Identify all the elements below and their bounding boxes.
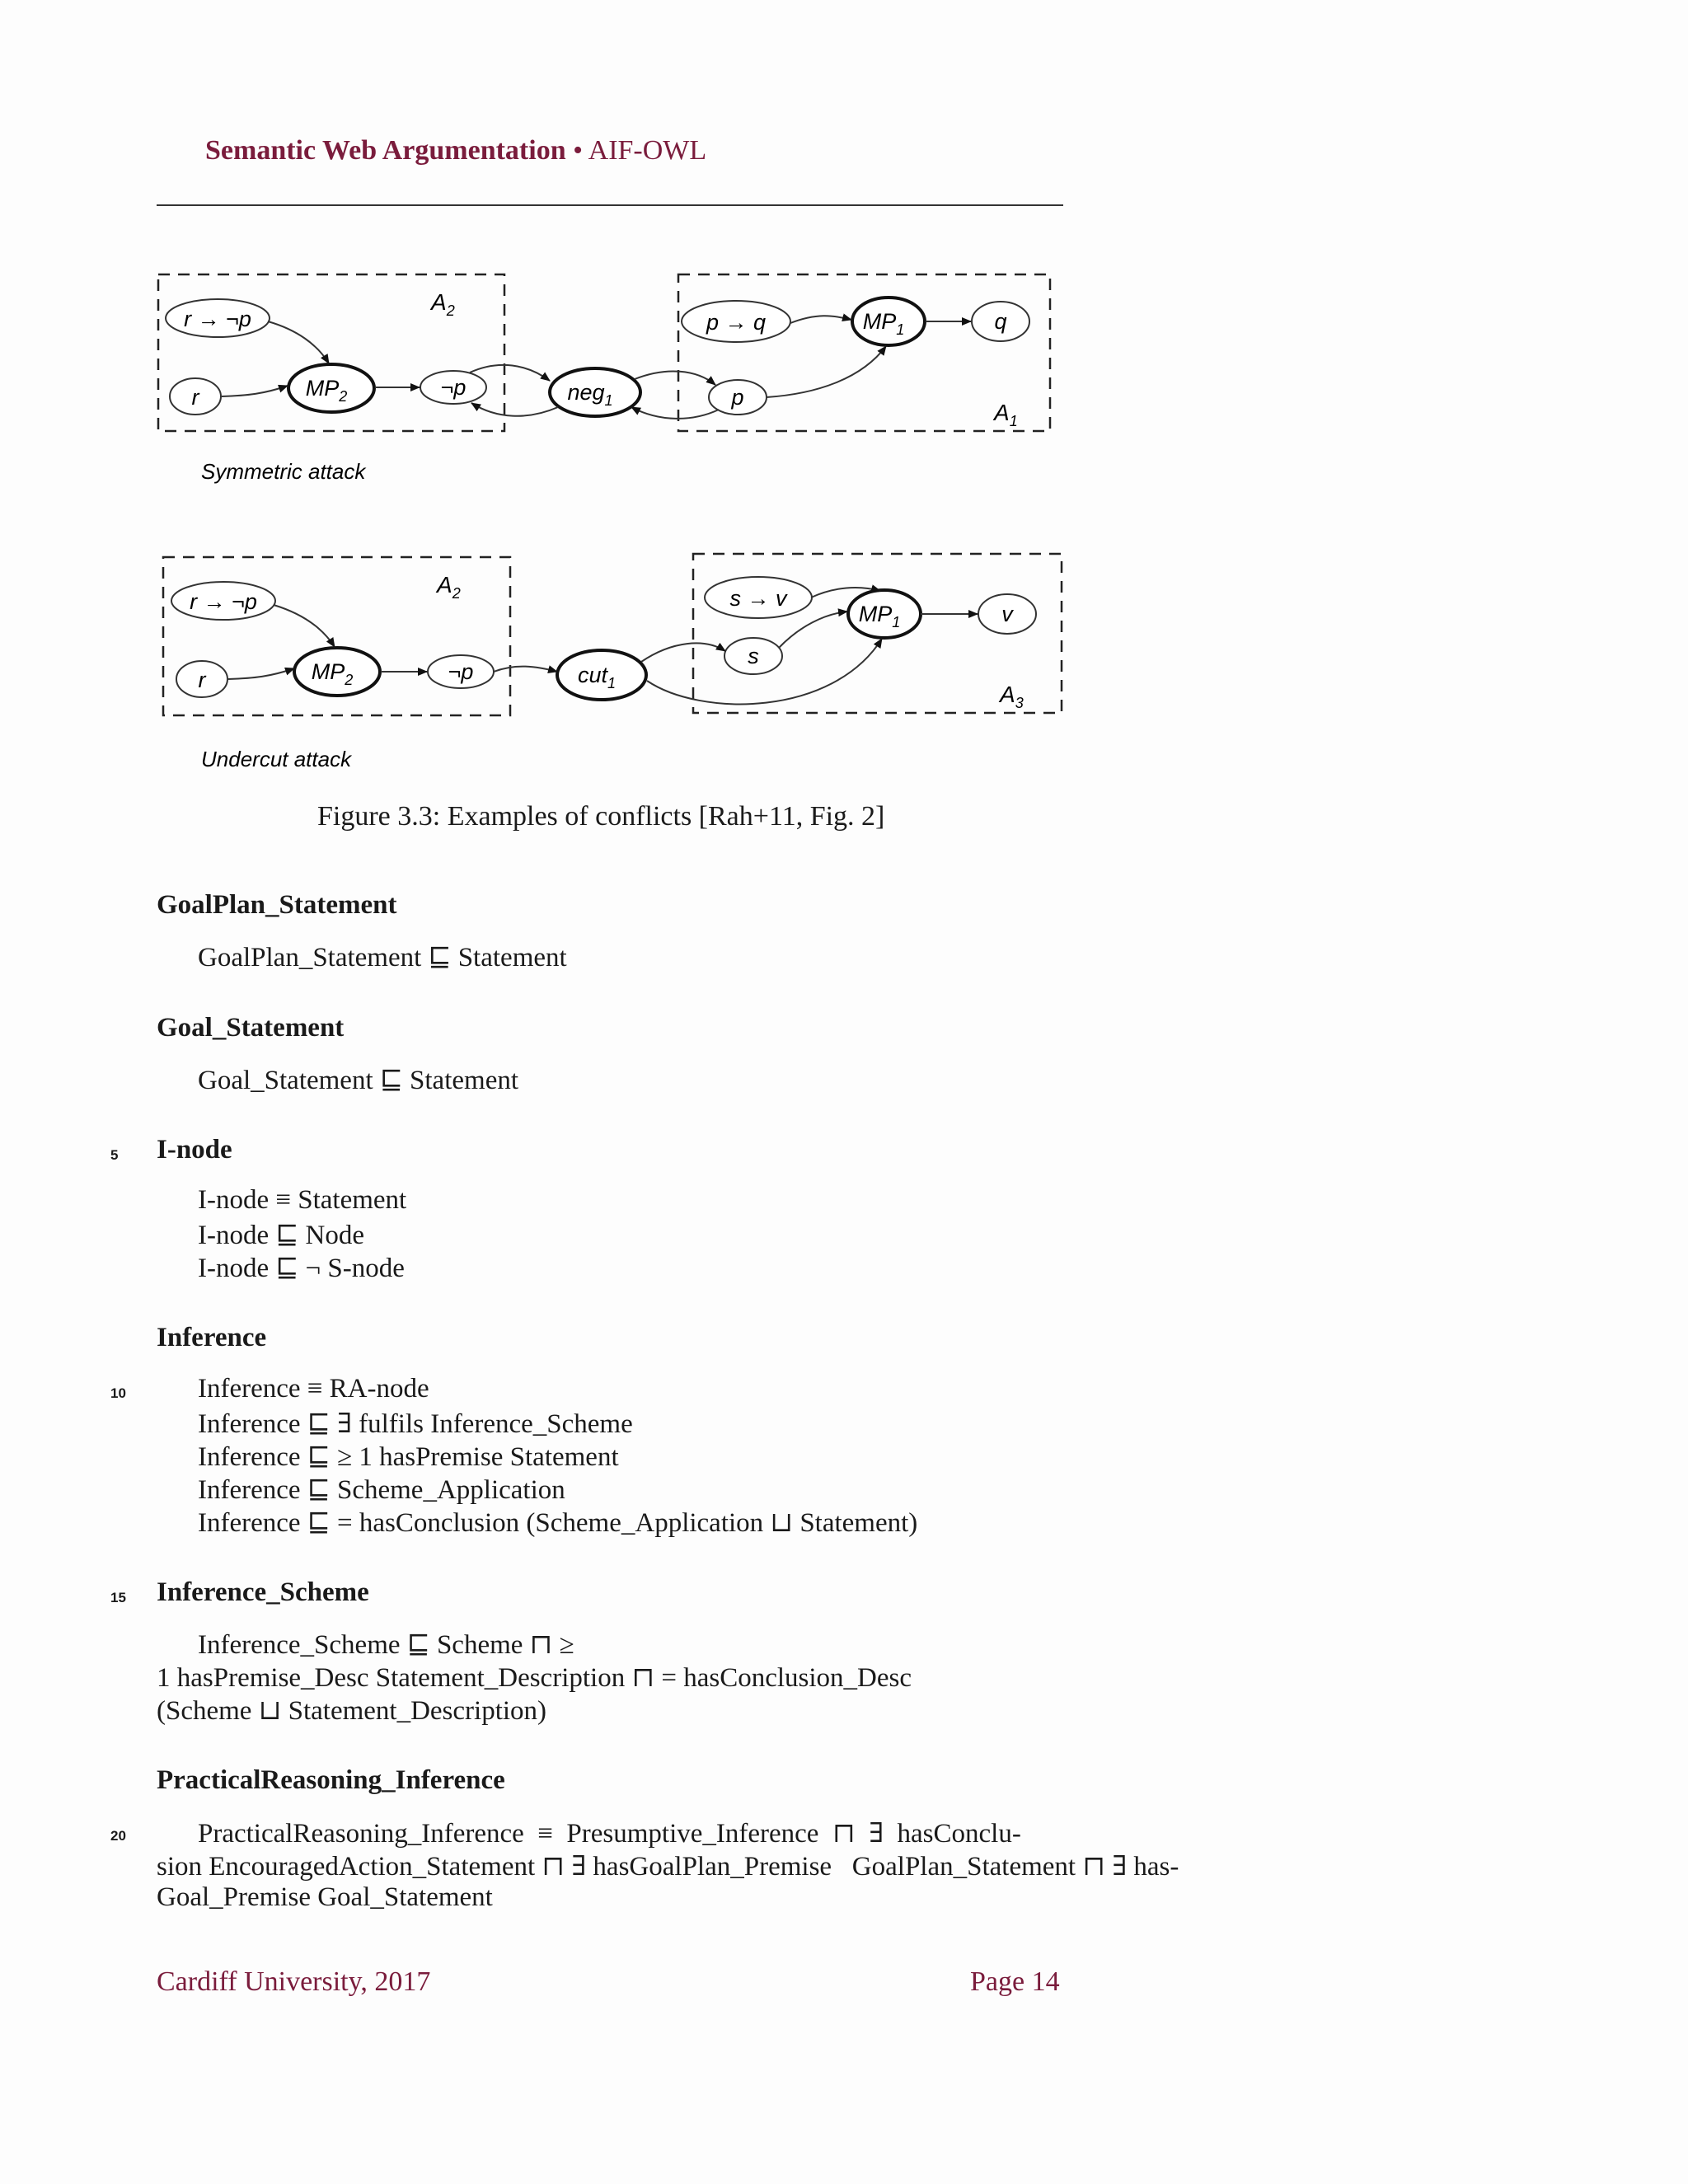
node-s-label: s (748, 644, 759, 668)
edge-s-to-mp1 (779, 612, 847, 648)
box-a2-label-undercut: $A_2$ (437, 572, 461, 602)
caption-undercut-attack: Undercut attack (201, 747, 352, 771)
edge-p-to-neg1 (631, 407, 719, 419)
edge-p-to-mp1 (767, 346, 886, 397)
edge-r-to-mp2 (222, 386, 288, 396)
axiom-practical-2: sion EncouragedAction_Statement ⊓ ∃ hasGoalPlan_Premise GoalPlan_Statement ⊓ ∃ has- (157, 1852, 1179, 1882)
edge-cut1-to-s (641, 643, 725, 662)
header-separator: • (573, 135, 584, 166)
caption-symmetric-attack: Symmetric attack (201, 459, 366, 484)
axiom-inference-1: Inference ≡ RA-node (198, 1374, 429, 1404)
edge-r-to-mp2-undercut (228, 668, 294, 679)
axiom-inode-1: I-node ≡ Statement (198, 1185, 407, 1215)
edge-rule-to-mp1 (790, 316, 851, 323)
node-r-undercut-label: r (198, 668, 206, 692)
axiom-goal-1: Goal_Statement ⊑ Statement (198, 1066, 519, 1095)
edge-neg1-to-p (635, 371, 715, 385)
node-mp1-undercut-label: $MP_1$ (858, 602, 901, 630)
axiom-inode-3: I-node ⊑ ¬ S-node (198, 1254, 405, 1283)
axiom-goalplan-1: GoalPlan_Statement ⊑ Statement (198, 943, 567, 972)
node-mp2-undercut-label: $MP_2$ (311, 659, 354, 688)
heading-goal-statement: Goal_Statement (157, 1013, 345, 1043)
axiom-scheme-3: (Scheme ⊔ Statement_Description) (157, 1696, 547, 1726)
line-number-10: 10 (110, 1385, 126, 1401)
axiom-scheme-1: Inference_Scheme ⊑ Scheme ⊓ ≥ (198, 1630, 574, 1660)
edge-rule-to-mp2-undercut (274, 605, 335, 647)
heading-practical-reasoning-inference: PracticalReasoning_Inference (157, 1765, 505, 1795)
node-not-p-undercut-label: ¬p (448, 659, 474, 684)
edge-not-p-to-cut1 (494, 667, 557, 672)
edge-neg1-to-not-p (471, 403, 558, 416)
node-p-label: p (731, 385, 744, 410)
footer-page-number: Page 14 (970, 1966, 1060, 1997)
node-neg1-label: neg$_1$ (567, 380, 613, 409)
header-subtitle: AIF-OWL (588, 135, 707, 166)
edge-rule-to-mp2 (268, 321, 329, 363)
node-v-label: v (1001, 602, 1013, 626)
conflict-figure (0, 0, 1688, 824)
panel-symmetric-attack (158, 274, 1050, 484)
figure-caption: Figure 3.3: Examples of conflicts [Rah+11, Fig. 2] (317, 801, 885, 832)
box-a2-label: $A_2$ (431, 289, 455, 319)
footer-institution: Cardiff University, 2017 (157, 1966, 431, 1997)
axiom-practical-3: Goal_Premise Goal_Statement (157, 1882, 493, 1912)
node-rule-s-v-label: s → v (729, 586, 787, 611)
node-mp2-label: $MP_2$ (305, 376, 348, 405)
line-number-5: 5 (110, 1147, 119, 1163)
node-not-p-label: ¬p (440, 375, 467, 400)
axiom-inode-2: I-node ⊑ Node (198, 1221, 365, 1250)
axiom-inference-4: Inference ⊑ Scheme_Application (198, 1475, 565, 1505)
box-a1-label: $A_1$ (994, 400, 1018, 429)
node-mp1-label: $MP_1$ (862, 309, 905, 338)
axiom-inference-3: Inference ⊑ ≥ 1 hasPremise Statement (198, 1442, 619, 1472)
axiom-inference-2: Inference ⊑ ∃ fulfils Inference_Scheme (198, 1409, 633, 1439)
heading-inference-scheme: Inference_Scheme (157, 1577, 369, 1607)
heading-inference: Inference (157, 1323, 267, 1352)
node-cut1-label: cut$_1$ (577, 663, 617, 691)
node-q-label: q (994, 309, 1007, 334)
axiom-practical-1: PracticalReasoning_Inference ≡ Presumptive_Inference ⊓ ∃ hasConclu- (198, 1819, 1021, 1849)
node-rule-p-q-label: p → q (706, 310, 767, 335)
line-number-15: 15 (110, 1590, 126, 1605)
header-title: Semantic Web Argumentation (205, 135, 566, 166)
panel-undercut-attack (163, 554, 1062, 771)
node-r-label: r (191, 385, 199, 410)
node-rule-r-not-p-undercut-label: r → ¬p (190, 589, 257, 614)
node-rule-r-not-p-label: r → ¬p (184, 307, 251, 331)
axiom-scheme-2: 1 hasPremise_Desc Statement_Description ⊓ = hasConclusion_Desc (157, 1663, 912, 1693)
heading-i-node: I-node (157, 1135, 232, 1165)
box-a3-label: $A_3$ (1000, 682, 1024, 711)
line-number-20: 20 (110, 1828, 126, 1844)
axiom-inference-5: Inference ⊑ = hasConclusion (Scheme_Application ⊔ Statement) (198, 1508, 918, 1538)
heading-goalplan-statement: GoalPlan_Statement (157, 890, 397, 920)
